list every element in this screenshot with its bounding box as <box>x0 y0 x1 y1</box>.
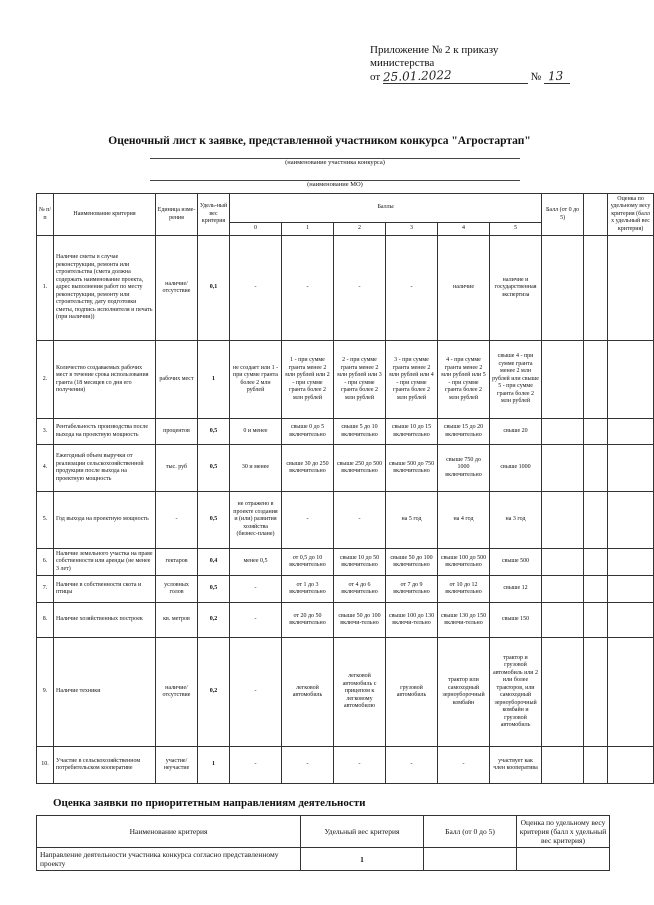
row-eval <box>608 419 654 445</box>
row-points-5: трактор и грузовой автомобиль или 2 или более тракторов, или самоходный зерноуборочный комбайн и грузовой автомобиль <box>490 638 542 747</box>
table-row <box>37 549 654 576</box>
row-unit: тыс. руб <box>156 445 198 492</box>
table-row <box>37 419 654 445</box>
row-points-3: 3 - при сумме гранта менее 2 млн рублей или 4 - при сумме гранта более 2 млн рублей <box>386 341 438 419</box>
row-weight: 0,4 <box>198 549 230 576</box>
row-points-3: на 5 год <box>386 492 438 549</box>
points-col-5: 5 <box>490 223 542 236</box>
page-title: Оценочный лист к заявке, представленной участником конкурса "Агростартап" <box>108 135 531 147</box>
row-eval <box>608 576 654 603</box>
header-score: Балл (от 0 до 5) <box>542 194 584 236</box>
row-weight: 0,5 <box>198 576 230 603</box>
priority-row-score <box>424 848 517 871</box>
row-points-2: - <box>334 236 386 341</box>
row-num: 9. <box>37 638 54 747</box>
row-points-1: от 0,5 до 10 включительно <box>282 549 334 576</box>
row-points-2: 2 - при сумме гранта менее 2 млн рублей или 3 - при сумме гранта более 2 млн рублей <box>334 341 386 419</box>
row-points-0: - <box>230 747 282 784</box>
row-weight: 0,2 <box>198 638 230 747</box>
priority-header-row <box>37 816 610 848</box>
row-eval <box>608 492 654 549</box>
row-score <box>542 747 584 784</box>
table-header-row <box>37 194 654 223</box>
row-points-2: - <box>334 747 386 784</box>
row-unit: наличие/ отсутствие <box>156 236 198 341</box>
appendix-line1: Приложение № 2 к приказу <box>370 44 499 56</box>
row-points-0: - <box>230 638 282 747</box>
priority-header-eval: Оценка по удельному весу критерия (балл х удельный вес критерия) <box>517 816 610 848</box>
row-criterion-name: Участие в сельскохозяйственном потребительском кооперативе <box>54 747 156 784</box>
priority-row <box>37 848 610 871</box>
row-points-4: 4 - при сумме гранта менее 2 млн рублей или 5 - при сумме гранта более 2 млн рублей <box>438 341 490 419</box>
appendix-from-prefix: от <box>370 71 381 83</box>
priority-header-name: Наименование критерия <box>37 816 301 848</box>
row-weight: 1 <box>198 341 230 419</box>
row-points-5: свыше 500 <box>490 549 542 576</box>
table-row <box>37 341 654 419</box>
row-points-5: свыше 150 <box>490 603 542 638</box>
header-points: Баллы <box>230 194 542 223</box>
points-col-2: 2 <box>334 223 386 236</box>
row-score <box>542 638 584 747</box>
row-criterion-name: Рентабельность производства после выхода на проектную мощность <box>54 419 156 445</box>
priority-row-name: Направление деятельности участника конкурса согласно представленному проекту <box>37 848 301 871</box>
points-col-1: 1 <box>282 223 334 236</box>
row-unit: участие/ неучастие <box>156 747 198 784</box>
row-points-1: от 1 до 3 включительно <box>282 576 334 603</box>
row-weight: 0,5 <box>198 492 230 549</box>
points-col-0: 0 <box>230 223 282 236</box>
points-col-4: 4 <box>438 223 490 236</box>
row-eval <box>608 603 654 638</box>
row-unit: процентов <box>156 419 198 445</box>
row-unit: наличие/ отсутствие <box>156 638 198 747</box>
row-weight: 1 <box>198 747 230 784</box>
row-points-4: наличие <box>438 236 490 341</box>
priority-title: Оценка заявки по приоритетным направлениям деятельности <box>53 797 366 809</box>
row-eval <box>608 341 654 419</box>
row-num: 4. <box>37 445 54 492</box>
row-num: 5. <box>37 492 54 549</box>
row-eval <box>608 638 654 747</box>
row-weight: 0,5 <box>198 419 230 445</box>
row-score <box>542 549 584 576</box>
row-num: 1. <box>37 236 54 341</box>
row-blank <box>584 492 608 549</box>
row-num: 3. <box>37 419 54 445</box>
table-body <box>37 236 654 784</box>
row-blank <box>584 638 608 747</box>
row-unit: гектаров <box>156 549 198 576</box>
row-unit: рабочих мест <box>156 341 198 419</box>
row-points-0: 30 и менее <box>230 445 282 492</box>
row-criterion-name: Наличие хозяйственных построек <box>54 603 156 638</box>
row-weight: 0,2 <box>198 603 230 638</box>
row-points-1: 1 - при сумме гранта менее 2 млн рублей или 2 - при сумме гранта более 2 млн рублей <box>282 341 334 419</box>
row-points-0: - <box>230 236 282 341</box>
row-points-2: от 4 до 6 включительно <box>334 576 386 603</box>
row-points-0: менее 0,5 <box>230 549 282 576</box>
appendix-number: 13 <box>547 68 564 84</box>
row-score <box>542 341 584 419</box>
row-points-3: свыше 10 до 15 включительно <box>386 419 438 445</box>
points-col-3: 3 <box>386 223 438 236</box>
table-row <box>37 603 654 638</box>
row-points-3: свыше 50 до 100 включительно <box>386 549 438 576</box>
table-row <box>37 576 654 603</box>
row-unit: - <box>156 492 198 549</box>
row-blank <box>584 419 608 445</box>
table-row <box>37 747 654 784</box>
row-points-4: свыше 15 до 20 включительно <box>438 419 490 445</box>
row-score <box>542 445 584 492</box>
row-points-2: свыше 10 до 50 включительно <box>334 549 386 576</box>
row-blank <box>584 236 608 341</box>
table-row <box>37 445 654 492</box>
table-row <box>37 492 654 549</box>
evaluation-table <box>36 193 654 784</box>
priority-row-eval <box>517 848 610 871</box>
row-points-0: - <box>230 603 282 638</box>
header-unit: Единица изме-рения <box>156 194 198 236</box>
row-blank <box>584 603 608 638</box>
priority-row-weight: 1 <box>301 848 424 871</box>
row-criterion-name: Наличие в собственности скота и птицы <box>54 576 156 603</box>
row-points-3: - <box>386 236 438 341</box>
appendix-header <box>370 44 630 84</box>
row-points-1: легковой автомобиль <box>282 638 334 747</box>
table-row <box>37 638 654 747</box>
row-points-3: грузовой автомобиль <box>386 638 438 747</box>
row-points-2: свыше 50 до 100 включи-тельно <box>334 603 386 638</box>
row-num: 10. <box>37 747 54 784</box>
row-score <box>542 492 584 549</box>
mo-caption: (наименование МО) <box>307 181 363 188</box>
row-criterion-name: Наличие техники <box>54 638 156 747</box>
row-num: 7. <box>37 576 54 603</box>
row-points-1: от 20 до 50 включительно <box>282 603 334 638</box>
row-points-5: свыше 4 - при сумме гранта менее 2 млн рублей или свыше 5 - при сумме гранта более 2 млн рублей <box>490 341 542 419</box>
row-score <box>542 576 584 603</box>
row-eval <box>608 236 654 341</box>
row-blank <box>584 445 608 492</box>
row-eval <box>608 549 654 576</box>
row-points-5: на 3 год <box>490 492 542 549</box>
row-blank <box>584 549 608 576</box>
appendix-line2: министерства <box>370 57 435 69</box>
row-points-4: от 10 до 12 включительно <box>438 576 490 603</box>
row-points-5: свыше 20 <box>490 419 542 445</box>
header-blank <box>584 194 608 236</box>
row-points-1: - <box>282 747 334 784</box>
row-criterion-name: Ежегодный объем выручки от реализации сельскохозяйственной продукции после выхода на проектную мощность <box>54 445 156 492</box>
row-score <box>542 419 584 445</box>
appendix-date-line <box>382 67 528 85</box>
row-points-0: не отражено в проекте создания и (или) развития хозяйства (бизнес-плане) <box>230 492 282 549</box>
participant-caption: (наименование участника конкурса) <box>285 159 385 166</box>
priority-header-score: Балл (от 0 до 5) <box>424 816 517 848</box>
row-points-4: - <box>438 747 490 784</box>
row-criterion-name: Наличие сметы в случае реконструкции, ремонта или строительства (смета должна содержать наименование проекта, адрес выполнения работ по месту реконструкции, ремонту или строительству, дату подготовки сметы, подпись исполнителя и печать (при наличии)) <box>54 236 156 341</box>
row-points-3: свыше 500 до 750 включительно <box>386 445 438 492</box>
row-points-5: участвует как член кооператива <box>490 747 542 784</box>
row-points-3: свыше 100 до 130 включи-тельно <box>386 603 438 638</box>
row-num: 8. <box>37 603 54 638</box>
row-num: 2. <box>37 341 54 419</box>
header-name: Наименование критерия <box>54 194 156 236</box>
row-points-2: - <box>334 492 386 549</box>
header-num: № п/п <box>37 194 54 236</box>
row-points-5: свыше 1000 <box>490 445 542 492</box>
row-points-4: на 4 год <box>438 492 490 549</box>
row-blank <box>584 576 608 603</box>
row-score <box>542 603 584 638</box>
row-points-1: - <box>282 236 334 341</box>
row-eval <box>608 445 654 492</box>
row-criterion-name: Наличие земельного участка на праве собственности или аренды (не менее 3 лет) <box>54 549 156 576</box>
row-points-2: свыше 250 до 500 включительно <box>334 445 386 492</box>
row-criterion-name: Год выхода на проектную мощность <box>54 492 156 549</box>
row-points-0: - <box>230 576 282 603</box>
row-unit: условных голов <box>156 576 198 603</box>
row-points-1: - <box>282 492 334 549</box>
row-blank <box>584 341 608 419</box>
row-points-1: свыше 30 до 250 включительно <box>282 445 334 492</box>
row-points-0: не создает или 1 - при сумме гранта более 2 млн рублей <box>230 341 282 419</box>
appendix-number-line <box>544 70 570 84</box>
row-num: 6. <box>37 549 54 576</box>
row-points-4: трактор или самоходный зерноуборочный комбайн <box>438 638 490 747</box>
header-eval: Оценка по удельному весу критерия (балл х удельный вес критерия) <box>608 194 654 236</box>
row-eval <box>608 747 654 784</box>
table-row <box>37 236 654 341</box>
row-points-4: свыше 130 до 150 включи-тельно <box>438 603 490 638</box>
row-points-2: легковой автомобиль с прицепом к легковому автомобилю <box>334 638 386 747</box>
row-weight: 0,1 <box>198 236 230 341</box>
row-points-4: свыше 750 до 1000 включительно <box>438 445 490 492</box>
row-blank <box>584 747 608 784</box>
row-score <box>542 236 584 341</box>
row-points-1: свыше 0 до 5 включительно <box>282 419 334 445</box>
row-points-5: наличие и государственная экспертиза <box>490 236 542 341</box>
appendix-num-label: № <box>530 71 542 83</box>
priority-table <box>36 815 610 871</box>
priority-header-weight: Удельный вес критерия <box>301 816 424 848</box>
appendix-date: 25.01.2022 <box>382 67 452 85</box>
row-criterion-name: Количество создаваемых рабочих мест в течение срока использования гранта (18 месяцев со дня его получения) <box>54 341 156 419</box>
row-weight: 0,5 <box>198 445 230 492</box>
row-points-4: свыше 100 до 500 включительно <box>438 549 490 576</box>
header-weight: Удель-ный вес критерия <box>198 194 230 236</box>
row-unit: кв. метров <box>156 603 198 638</box>
row-points-2: свыше 5 до 10 включительно <box>334 419 386 445</box>
appendix-line3 <box>370 67 630 85</box>
row-points-3: от 7 до 9 включительно <box>386 576 438 603</box>
row-points-5: свыше 12 <box>490 576 542 603</box>
row-points-3: - <box>386 747 438 784</box>
row-points-0: 0 и менее <box>230 419 282 445</box>
